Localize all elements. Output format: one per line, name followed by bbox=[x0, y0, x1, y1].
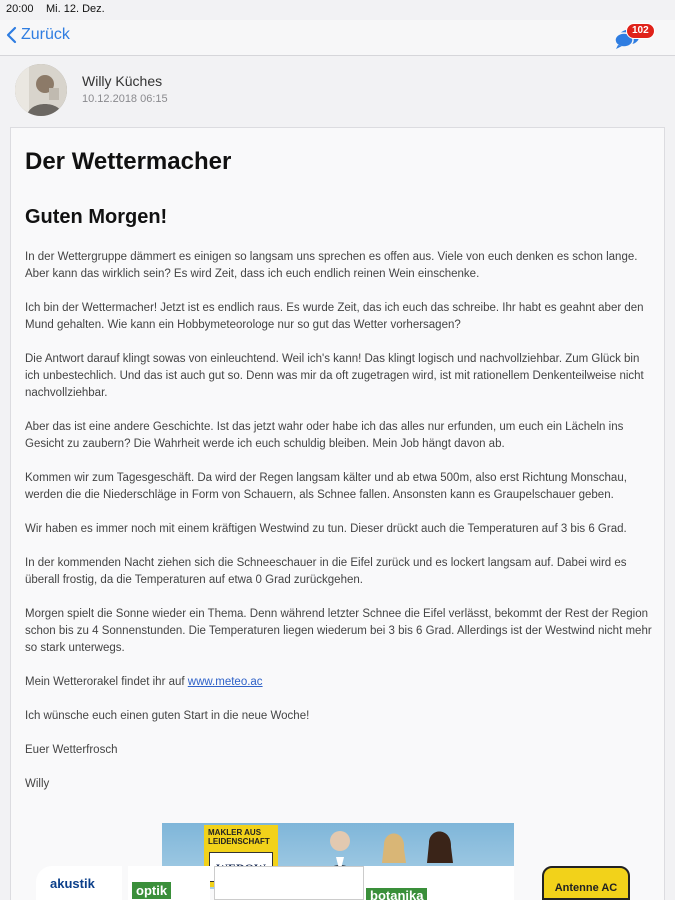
back-button[interactable] bbox=[6, 26, 70, 44]
sponsor-optik-label: optik bbox=[132, 882, 171, 899]
article-subtitle: Guten Morgen! bbox=[25, 206, 168, 228]
link-prefix: Mein Wetterorakel findet ihr auf bbox=[25, 676, 188, 688]
person-icon bbox=[15, 64, 67, 116]
paragraph: Euer Wetterfrosch bbox=[25, 744, 118, 756]
status-date: Mi. 12. Dez. bbox=[46, 3, 105, 15]
sponsor-antenne[interactable]: Antenne AC bbox=[542, 866, 630, 900]
back-label: Zurück bbox=[21, 26, 70, 43]
paragraph: Ich wünsche euch einen guten Start in die neue Woche! bbox=[25, 710, 310, 722]
post-timestamp: 10.12.2018 06:15 bbox=[82, 93, 168, 105]
article-body bbox=[25, 249, 655, 810]
author-name[interactable]: Willy Küches bbox=[82, 73, 163, 89]
paragraph: Die Antwort darauf klingt sowas von einleuchtend. Weil ich's kann! Das klingt logisch und nachvollziehbar. Zum Glück bin ich unbestechlich. Und das ist auch gut so. Denn was mir da oft zugetragen wird, ist mit rationellem Denkenteilweise nicht nachvollziehbar. bbox=[25, 353, 644, 399]
paragraph: Kommen wir zum Tagesgeschäft. Da wird der Regen langsam kälter und ab etwa 500m, also erst Richtung Monschau, werden die die Niederschläge in Form von Schauern, als Schnee fallen. Ansonsten kann es Graupelschauer geben. bbox=[25, 472, 627, 501]
avatar[interactable] bbox=[15, 64, 67, 116]
paragraph: Morgen spielt die Sonne wieder ein Thema. Denn während letzter Schnee die Eifel verlässt, bekommt der Rest der Region schon bis zu 4 Sonnenstunden. Die Temperaturen liegen wiederum bei 3 bis 6 Grad. Allerdings ist der Westwind nicht mehr so stark unterwegs. bbox=[25, 608, 652, 654]
paragraph: In der Wettergruppe dämmert es einigen so langsam uns sprechen es offen aus. Viele von euch denken es schon lange. Aber kann das wirklich sein? Es wird Zeit, dass ich euch endlich reinen Wein einschenke. bbox=[25, 251, 638, 280]
nav-bar bbox=[0, 20, 675, 56]
sponsor-botanika-label: botanika bbox=[366, 888, 427, 900]
paragraph: Aber das ist eine andere Geschichte. Ist das jetzt wahr oder habe ich das alles nur erfunden, um euch ein Lächeln ins Gesicht zu zaubern? Die Wahrheit werde ich euch schuldig bleiben. Mein Job hängt davon ab. bbox=[25, 421, 624, 450]
sponsor-botanika[interactable] bbox=[364, 866, 514, 900]
author-header bbox=[0, 56, 675, 126]
status-bar bbox=[0, 0, 675, 20]
status-time: 20:00 bbox=[6, 3, 34, 15]
chat-badge: 102 bbox=[626, 23, 655, 39]
sponsor-logo[interactable] bbox=[214, 866, 364, 900]
sponsor-akustik[interactable]: akustik bbox=[36, 866, 122, 900]
sponsor-optik[interactable] bbox=[128, 866, 210, 900]
link-paragraph bbox=[25, 674, 655, 691]
signature: Willy bbox=[25, 778, 50, 790]
ad-slogan: MAKLER AUS LEIDENSCHAFT bbox=[208, 828, 270, 846]
article-title: Der Wettermacher bbox=[25, 148, 232, 175]
paragraph: In der kommenden Nacht ziehen sich die Schneeschauer in die Eifel zurück und es lockert langsam auf. Dabei wird es überall frostig, da die Temperaturen auf etwa 0 Grad zurückgehen. bbox=[25, 557, 627, 586]
article-card bbox=[10, 127, 665, 900]
paragraph: Wir haben es immer noch mit einem kräftigen Westwind zu tun. Dieser drückt auch die Temperaturen auf 3 bis 6 Grad. bbox=[25, 523, 627, 535]
chat-button[interactable] bbox=[612, 22, 662, 52]
meteo-link[interactable]: www.meteo.ac bbox=[187, 676, 263, 688]
paragraph: Ich bin der Wettermacher! Jetzt ist es endlich raus. Es wurde Zeit, das ich euch das schreibe. Ihr habt es geahnt aber den Mund gehalten. Wie kann ein Hobbymeteorologe nur so gut das Wetter vorhersagen? bbox=[25, 302, 644, 331]
chevron-left-icon bbox=[6, 26, 17, 44]
